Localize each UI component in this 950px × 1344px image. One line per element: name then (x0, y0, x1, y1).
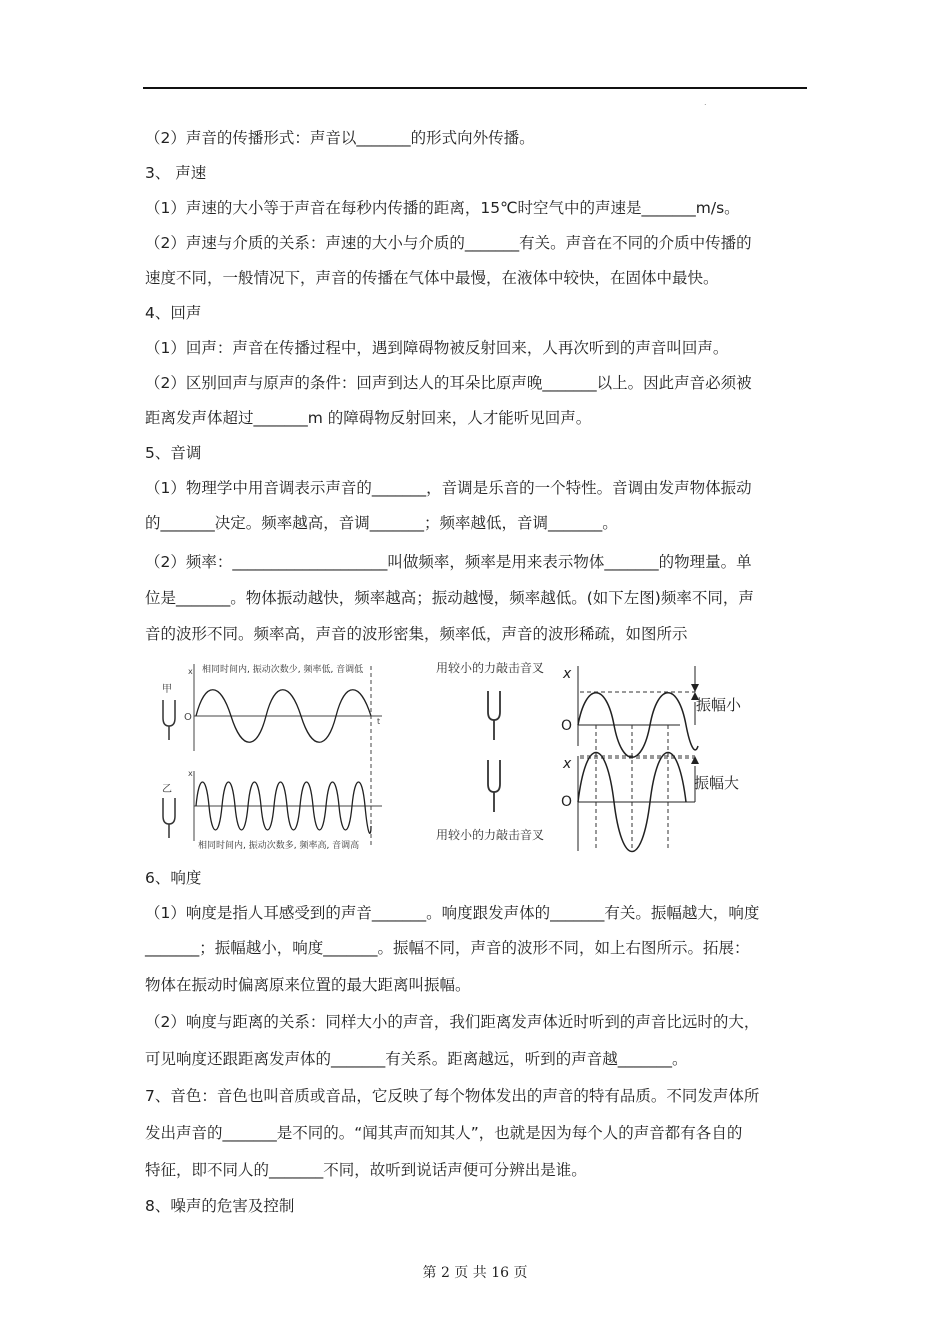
text-line: （1）声速的大小等于声音在每秒内传播的距离，15℃时空气中的声速是_______m/s。 (145, 199, 740, 217)
text-line: （2）频率：____________________叫做频率，频率是用来表示物体_______的物理量。单 (145, 553, 752, 571)
text-line: 音的波形不同。频率高，声音的波形密集，频率低，声音的波形稀疏，如图所示 (145, 625, 688, 643)
text-line: （1）响度是指人耳感受到的声音_______。响度跟发声体的_______有关。振幅越大，响度 (145, 904, 760, 922)
label-jia: 甲 (162, 684, 172, 695)
text-line: （1）回声：声音在传播过程中，遇到障碍物被反射回来，人再次听到的声音叫回声。 (145, 339, 729, 357)
header-dot: . (704, 98, 707, 107)
tuning-fork-icon (488, 760, 500, 812)
axis-x-label-bottom: x (188, 769, 193, 778)
axis-origin-bottom: O (561, 794, 573, 810)
page-footer: 第 2 页 共 16 页 (422, 1265, 528, 1281)
label-amplitude-small: 振幅小 (696, 696, 742, 714)
text-line: （1）物理学中用音调表示声音的_______，音调是乐音的一个特性。音调由发声物体振动 (145, 479, 752, 497)
text-line: 发出声音的_______是不同的。“闻其声而知其人”，也就是因为每个人的声音都有各自的 (145, 1124, 743, 1142)
section-heading: 4、回声 (145, 304, 202, 322)
axis-x-label-bottom: x (563, 756, 572, 772)
axis-x-label-top: x (563, 666, 572, 682)
axis-t-label-top: t (377, 717, 381, 726)
axis-origin-top: O (184, 712, 192, 723)
text-line: 可见响度还跟距离发声体的_______有关系。距离越远，听到的声音越_______。 (145, 1050, 688, 1068)
text-line: 物体在振动时偏离原来位置的最大距离叫振幅。 (145, 976, 471, 994)
axis-origin-top: O (561, 718, 573, 734)
text-line: 的_______决定。频率越高，音调_______；频率越低，音调_______。 (145, 514, 618, 532)
text-line: 7、音色：音色也叫音质或音品，它反映了每个物体发出的声音的特有品质。不同发声体所 (145, 1087, 760, 1105)
frequency-figure (162, 663, 382, 851)
tuning-fork-icon (163, 700, 175, 740)
text-line: 速度不同，一般情况下，声音的传播在气体中最慢，在液体中较快，在固体中最快。 (145, 269, 719, 287)
text-line: 特征，即不同人的_______不同，故听到说话声便可分辨出是谁。 (145, 1161, 587, 1179)
sound-wave-figures (150, 656, 800, 856)
text-line: 位是_______。物体振动越快，频率越高；振动越慢，频率越低。(如下左图)频率不同，声 (145, 589, 754, 607)
caption-high-frequency: 相同时间内, 振动次数多, 频率高, 音调高 (198, 841, 360, 851)
caption-small-force-top: 用较小的力敲击音叉 (436, 661, 545, 675)
tuning-fork-icon (163, 798, 175, 838)
caption-low-frequency: 相同时间内, 振动次数少, 频率低, 音调低 (202, 665, 364, 675)
amplitude-figure (436, 660, 742, 852)
axis-x-label-top: x (188, 667, 193, 676)
text-line: （2）响度与距离的关系：同样大小的声音，我们距离发声体近时听到的声音比远时的大， (145, 1013, 760, 1031)
text-line: （2）区别回声与原声的条件：回声到达人的耳朵比原声晚_______以上。因此声音必须被 (145, 374, 752, 392)
header-rule (143, 87, 807, 89)
label-amplitude-large: 振幅大 (694, 774, 740, 792)
text-line: 距离发声体超过_______m 的障碍物反射回来，人才能听见回声。 (145, 409, 592, 427)
text-line: _______；振幅越小，响度_______。振幅不同，声音的波形不同，如上右图所示。拓展： (145, 939, 750, 957)
caption-small-force-bottom: 用较小的力敲击音叉 (436, 828, 545, 842)
section-heading: 3、 声速 (145, 164, 207, 182)
text-line: （2）声音的传播形式：声音以_______的形式向外传播。 (145, 129, 535, 147)
text-line: （2）声速与介质的关系：声速的大小与介质的_______有关。声音在不同的介质中传播的 (145, 234, 752, 252)
label-yi: 乙 (162, 784, 172, 795)
section-heading: 5、音调 (145, 444, 202, 462)
section-heading: 8、噪声的危害及控制 (145, 1197, 295, 1215)
high-frequency-wave (196, 782, 371, 833)
tuning-fork-icon (488, 691, 500, 740)
section-heading: 6、响度 (145, 869, 202, 887)
